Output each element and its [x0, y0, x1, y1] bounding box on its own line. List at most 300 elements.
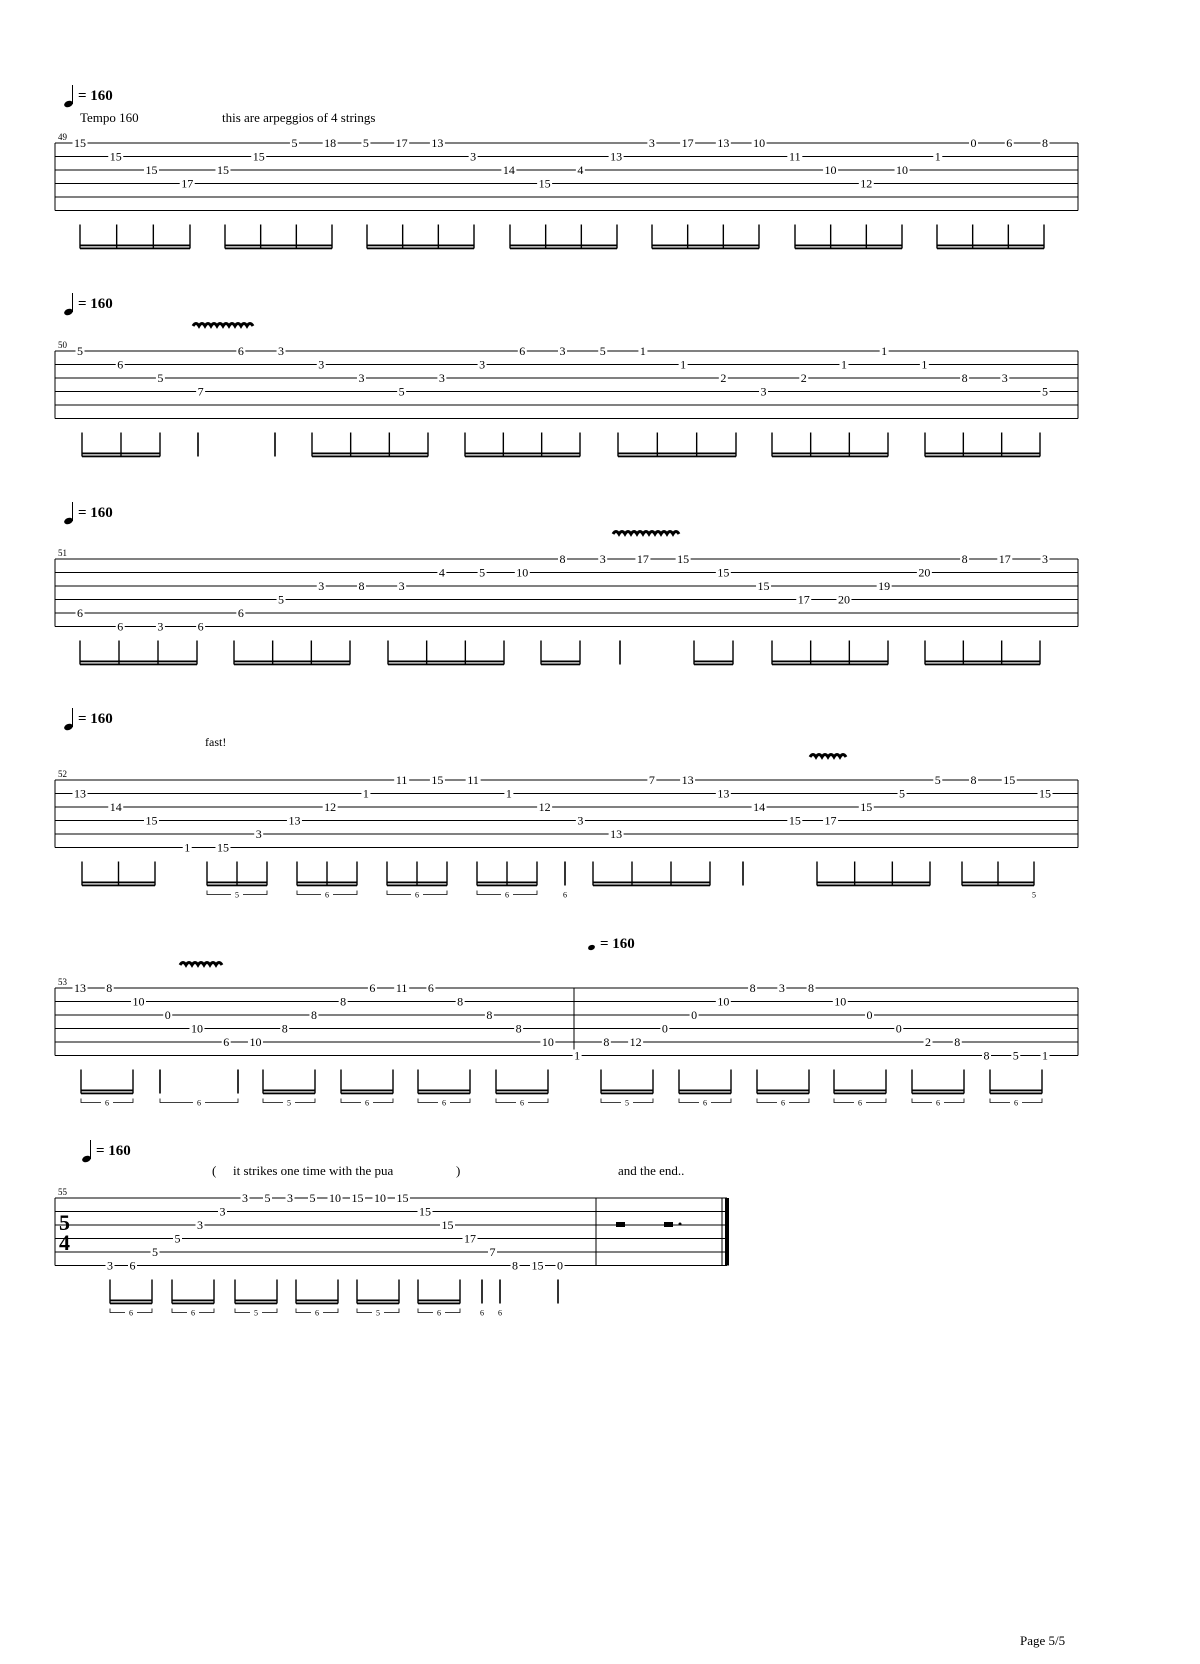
beam	[510, 248, 617, 250]
fret-number: 6	[223, 1035, 230, 1049]
tuplet-number: 6	[703, 1098, 707, 1108]
tuplet-number: 6	[442, 1098, 446, 1108]
fret-number: 6	[1006, 136, 1013, 150]
beam	[341, 1093, 393, 1095]
beam	[601, 1093, 653, 1095]
vibrato-mark	[193, 324, 253, 327]
tuplet-bracket	[323, 1309, 338, 1313]
beam	[80, 248, 190, 250]
tempo-value: = 160	[78, 87, 113, 104]
fret-number: 12	[324, 800, 337, 814]
fret-number: 8	[486, 1008, 493, 1022]
tuplet-bracket	[81, 1099, 101, 1103]
fret-number: 6	[197, 619, 204, 634]
tuplet-number: 6	[315, 1308, 319, 1318]
fret-number: 11	[395, 981, 408, 995]
fret-number: 0	[895, 1021, 902, 1036]
fret-number: 6	[427, 981, 434, 995]
half-rest	[664, 1222, 673, 1227]
beam	[357, 1300, 399, 1302]
time-signature-bottom: 4	[59, 1230, 70, 1255]
fret-number: 6	[519, 344, 526, 358]
beam	[541, 661, 580, 663]
fret-number: 15	[216, 163, 229, 177]
tuplet-number: 6	[129, 1308, 133, 1318]
beam	[297, 885, 357, 887]
quarter-note-icon	[64, 502, 74, 524]
tuplet-bracket	[944, 1099, 964, 1103]
tuplet-bracket	[357, 1309, 372, 1313]
tuplet-bracket	[423, 891, 447, 895]
fret-number: 15	[145, 813, 158, 828]
tuplet-number: 6	[191, 1308, 195, 1318]
tempo-value: = 160	[78, 504, 113, 521]
fret-number: 1	[840, 357, 847, 372]
fret-number: 10	[824, 163, 837, 177]
tuplet-bracket	[384, 1309, 399, 1313]
fret-number: 14	[502, 163, 515, 177]
beam	[82, 453, 160, 455]
half-rest	[616, 1222, 625, 1227]
fret-number: 3	[219, 1204, 226, 1219]
beam	[312, 453, 428, 455]
fret-number: 3	[318, 579, 325, 593]
fret-number: 0	[691, 1008, 698, 1022]
fret-number: 13	[610, 827, 623, 841]
fret-number: 17	[395, 136, 408, 150]
fret-number: 3	[479, 357, 486, 372]
tuplet-number: 5	[625, 1098, 629, 1108]
vibrato-mark	[810, 755, 846, 758]
beam	[601, 1090, 653, 1092]
beam	[367, 245, 474, 247]
fret-number: 13	[681, 773, 694, 787]
beam	[341, 1090, 393, 1092]
fret-number: 10	[132, 994, 145, 1009]
beam	[312, 456, 428, 458]
fret-number: 12	[860, 176, 873, 191]
beam	[817, 882, 930, 884]
beam	[387, 882, 447, 884]
fret-number: 3	[470, 149, 477, 164]
beam	[772, 456, 888, 458]
tuplet-number: 6	[498, 1308, 502, 1318]
tempo-marking-1	[64, 85, 113, 107]
annotation-end: and the end..	[618, 1163, 685, 1178]
tab-staff-2	[0, 318, 1200, 458]
tuplet-bracket	[834, 1099, 854, 1103]
beam	[80, 661, 197, 663]
tuplet-bracket	[679, 1099, 699, 1103]
fret-number: 7	[489, 1245, 496, 1259]
fret-number: 3	[107, 1258, 113, 1273]
beam	[496, 1090, 548, 1092]
beam	[110, 1303, 152, 1305]
measure-number: 51	[58, 548, 67, 558]
fret-number: 15	[145, 163, 158, 177]
tuplet-bracket	[711, 1099, 731, 1103]
rest-dot	[679, 1223, 682, 1226]
beam	[387, 885, 447, 887]
tuplet-bracket	[450, 1099, 470, 1103]
beam	[465, 456, 580, 458]
fret-number: 3	[358, 371, 365, 385]
tempo-value: = 160	[78, 295, 113, 312]
beam	[541, 664, 580, 666]
beam	[81, 1090, 133, 1092]
tempo-value: = 160	[600, 936, 635, 952]
fret-number: 1	[1042, 1048, 1048, 1063]
beam	[652, 248, 759, 250]
tuplet-bracket	[341, 1099, 361, 1103]
fret-number: 8	[559, 552, 566, 566]
time-signature-top: 5	[59, 1210, 70, 1235]
tuplet-bracket	[477, 891, 501, 895]
beam	[80, 664, 197, 666]
fret-number: 17	[636, 552, 649, 566]
beam	[207, 882, 267, 884]
beam	[652, 245, 759, 247]
fret-number: 13	[288, 813, 301, 828]
fret-number: 1	[639, 344, 646, 358]
fret-number: 15	[860, 800, 873, 814]
fret-number: 10	[516, 565, 529, 580]
tuplet-number: 5	[235, 890, 239, 900]
beam	[593, 885, 710, 887]
fret-number: 5	[934, 773, 941, 787]
barline-final-thick	[725, 1198, 729, 1266]
tuplet-number: 6	[563, 890, 567, 900]
vibrato-mark	[613, 532, 679, 535]
quarter-note-icon	[64, 85, 74, 107]
tempo-marking-4	[64, 708, 113, 730]
annotation-tempo: Tempo 160	[80, 110, 139, 125]
beam	[925, 453, 1040, 455]
fret-number: 17	[797, 592, 810, 607]
tuplet-bracket	[160, 1099, 193, 1103]
tuplet-bracket	[333, 891, 357, 895]
fret-number: 1	[921, 357, 928, 372]
fret-number: 6	[237, 344, 244, 358]
tuplet-number: 6	[197, 1098, 201, 1108]
fret-number: 3	[287, 1191, 293, 1205]
beam	[937, 245, 1044, 247]
beam	[912, 1090, 964, 1092]
fret-number: 8	[515, 1021, 522, 1036]
fret-number: 6	[117, 357, 124, 372]
beam	[235, 1300, 277, 1302]
beam	[834, 1090, 886, 1092]
tuplet-bracket	[172, 1309, 187, 1313]
fret-number: 10	[541, 1035, 554, 1049]
beam	[80, 245, 190, 247]
fret-number: 11	[789, 149, 801, 164]
fret-number: 17	[681, 136, 694, 150]
tuplet-bracket	[110, 1309, 125, 1313]
fret-number: 3	[197, 1218, 203, 1232]
tuplet-number: 6	[105, 1098, 109, 1108]
tab-staff-5	[0, 958, 1200, 1108]
tuplet-bracket	[445, 1309, 460, 1313]
beam	[694, 664, 733, 666]
fret-number: 8	[281, 1021, 288, 1036]
beam	[937, 248, 1044, 250]
beam	[418, 1093, 470, 1095]
beam	[990, 1090, 1042, 1092]
fret-number: 6	[117, 619, 124, 634]
fret-number: 8	[457, 994, 464, 1009]
tuplet-number: 6	[480, 1308, 484, 1318]
fret-number: 17	[998, 552, 1011, 566]
tempo-marking-2	[64, 293, 113, 315]
fret-number: 7	[197, 384, 204, 399]
beam	[962, 882, 1034, 884]
tuplet-bracket	[990, 1099, 1010, 1103]
beam	[263, 1093, 315, 1095]
fret-number: 12	[629, 1035, 642, 1049]
beam	[477, 885, 537, 887]
beam	[234, 664, 350, 666]
fret-number: 6	[129, 1258, 136, 1273]
fret-number: 15	[351, 1191, 364, 1205]
fret-number: 3	[1001, 371, 1008, 385]
tab-staff-6	[0, 1180, 1200, 1320]
fret-number: 10	[190, 1021, 203, 1036]
fret-number: 13	[717, 786, 730, 801]
fret-number: 10	[374, 1191, 386, 1205]
beam	[225, 248, 332, 250]
beam	[925, 456, 1040, 458]
tuplet-bracket	[137, 1309, 152, 1313]
beam	[757, 1093, 809, 1095]
beam	[82, 456, 160, 458]
tuplet-bracket	[295, 1099, 315, 1103]
tuplet-number: 6	[936, 1098, 940, 1108]
tempo-value: = 160	[96, 1142, 131, 1159]
fret-number: 5	[152, 1245, 158, 1259]
tempo-value: = 160	[78, 710, 113, 727]
beam	[817, 885, 930, 887]
fret-number: 1	[680, 357, 687, 372]
fret-number: 3	[559, 344, 566, 358]
beam	[418, 1300, 460, 1302]
fret-number: 13	[610, 149, 623, 164]
tuplet-bracket	[235, 1309, 250, 1313]
beam	[772, 664, 888, 666]
tuplet-number: 6	[858, 1098, 862, 1108]
fret-number: 3	[398, 579, 405, 593]
tempo-marking-3	[64, 502, 113, 524]
fret-number: 10	[249, 1035, 262, 1049]
fret-number: 12	[538, 800, 551, 814]
beam	[234, 661, 350, 663]
tempo-marking-6	[82, 1140, 131, 1162]
vibrato-mark	[180, 963, 222, 966]
fret-number: 5	[1012, 1048, 1019, 1063]
fret-number: 8	[808, 981, 815, 995]
quarter-note-icon	[64, 708, 74, 730]
fret-number: 3	[278, 344, 285, 358]
beam	[618, 453, 736, 455]
fret-number: 8	[983, 1048, 990, 1063]
fret-number: 8	[340, 994, 347, 1009]
beam	[388, 664, 504, 666]
fret-number: 14	[109, 800, 122, 814]
measure-number: 55	[58, 1187, 67, 1197]
fret-number: 13	[717, 136, 730, 150]
beam	[225, 245, 332, 247]
fret-number: 0	[164, 1008, 171, 1022]
beam	[925, 661, 1040, 663]
fret-number: 8	[512, 1258, 518, 1273]
fret-number: 17	[181, 176, 194, 191]
tuplet-bracket	[418, 1309, 433, 1313]
fret-number: 3	[599, 552, 606, 566]
beam	[679, 1093, 731, 1095]
fret-number: 3	[438, 371, 445, 385]
tuplet-bracket	[496, 1099, 516, 1103]
tuplet-bracket	[513, 891, 537, 895]
fret-number: 0	[866, 1008, 873, 1022]
tuplet-bracket	[243, 891, 267, 895]
fret-number: 15	[216, 840, 229, 855]
fret-number: 15	[538, 176, 551, 191]
fret-number: 3	[242, 1191, 248, 1205]
beam	[388, 661, 504, 663]
annotation-fast: fast!	[205, 735, 227, 749]
beam	[357, 1303, 399, 1305]
fret-number: 4	[438, 565, 445, 580]
fret-number: 6	[237, 606, 244, 620]
quarter-note-icon	[82, 1140, 92, 1162]
beam	[418, 1090, 470, 1092]
beam	[990, 1093, 1042, 1095]
fret-number: 18	[324, 136, 337, 150]
beam	[296, 1303, 338, 1305]
tab-staff-3	[0, 526, 1200, 666]
tuplet-bracket	[757, 1099, 777, 1103]
fret-number: 5	[899, 786, 906, 801]
fret-number: 3	[760, 384, 767, 399]
tuplet-number: 6	[1014, 1098, 1018, 1108]
fret-number: 19	[878, 579, 891, 593]
measure-number: 52	[58, 769, 67, 779]
tuplet-bracket	[199, 1309, 214, 1313]
beam	[757, 1090, 809, 1092]
fret-number: 0	[970, 136, 977, 150]
fret-number: 3	[255, 827, 262, 841]
tuplet-number: 5	[287, 1098, 291, 1108]
beam	[795, 248, 902, 250]
fret-number: 13	[74, 981, 86, 995]
fret-number: 1	[184, 840, 191, 855]
fret-number: 15	[441, 1218, 454, 1232]
beam	[962, 885, 1034, 887]
beam	[772, 453, 888, 455]
beam	[679, 1090, 731, 1092]
beam	[477, 882, 537, 884]
annotation-open-paren: (	[212, 1163, 217, 1178]
fret-number: 11	[395, 773, 408, 787]
fret-number: 5	[309, 1191, 316, 1205]
beam	[81, 1093, 133, 1095]
tab-staff-4	[0, 750, 1200, 900]
fret-number: 15	[74, 136, 86, 150]
beam	[795, 245, 902, 247]
fret-number: 1	[934, 149, 941, 164]
beam	[263, 1090, 315, 1092]
page-number: Page 5/5	[1020, 1633, 1066, 1648]
annotation-pua: it strikes one time with the pua	[233, 1163, 394, 1178]
fret-number: 15	[109, 149, 122, 164]
beam	[772, 661, 888, 663]
fret-number: 8	[603, 1035, 610, 1049]
fret-number: 3	[318, 357, 325, 372]
fret-number: 4	[577, 163, 584, 177]
beam	[912, 1093, 964, 1095]
tuplet-number: 6	[520, 1098, 524, 1108]
fret-number: 10	[717, 994, 730, 1009]
fret-number: 10	[329, 1191, 341, 1205]
beam	[496, 1093, 548, 1095]
fret-number: 7	[648, 773, 655, 787]
beam	[207, 885, 267, 887]
quarter-note-icon	[588, 940, 596, 950]
tuplet-bracket	[418, 1099, 438, 1103]
tuplet-bracket	[866, 1099, 886, 1103]
tuplet-bracket	[263, 1099, 283, 1103]
beam	[296, 1300, 338, 1302]
fret-number: 5	[77, 344, 83, 358]
tuplet-number: 6	[437, 1308, 441, 1318]
tuplet-number: 6	[365, 1098, 369, 1108]
tempo-marking-5	[588, 936, 635, 953]
fret-number: 5	[479, 565, 486, 580]
tuplet-bracket	[262, 1309, 277, 1313]
beam	[172, 1303, 214, 1305]
fret-number: 13	[431, 136, 444, 150]
fret-number: 1	[505, 786, 512, 801]
fret-number: 8	[749, 981, 756, 995]
fret-number: 0	[661, 1021, 668, 1036]
fret-number: 1	[881, 344, 888, 358]
tuplet-bracket	[113, 1099, 133, 1103]
beam	[834, 1093, 886, 1095]
tuplet-number: 6	[415, 890, 419, 900]
beam	[172, 1300, 214, 1302]
fret-number: 15	[419, 1204, 431, 1219]
fret-number: 8	[954, 1035, 961, 1049]
fret-number: 6	[77, 606, 83, 620]
fret-number: 5	[174, 1231, 181, 1246]
fret-number: 3	[648, 136, 655, 150]
fret-number: 2	[925, 1035, 932, 1049]
fret-number: 5	[362, 136, 369, 150]
tuplet-bracket	[528, 1099, 548, 1103]
fret-number: 8	[358, 579, 365, 593]
fret-number: 13	[74, 786, 86, 801]
fret-number: 8	[106, 981, 113, 995]
fret-number: 5	[291, 136, 298, 150]
beam	[510, 245, 617, 247]
tuplet-bracket	[297, 891, 321, 895]
fret-number: 8	[310, 1008, 317, 1022]
fret-number: 15	[431, 773, 444, 787]
fret-number: 6	[369, 981, 376, 995]
beam	[110, 1300, 152, 1302]
fret-number: 5	[278, 592, 285, 607]
fret-number: 15	[788, 813, 801, 828]
